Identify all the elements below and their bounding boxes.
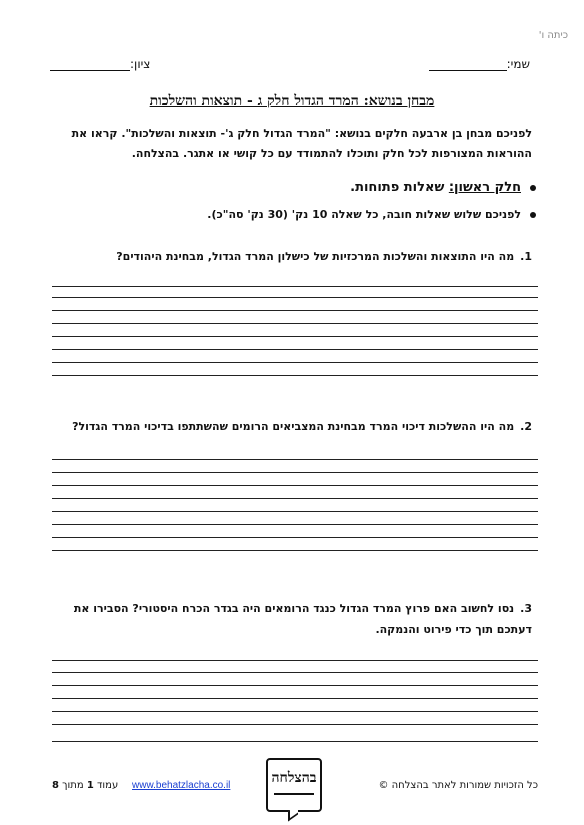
answer-area-3[interactable] [52,660,538,744]
grade-label: ציון: [130,57,151,71]
name-label: שמי: [506,57,530,71]
bullet-icon [530,185,536,191]
question-2 [52,416,532,437]
question-text: נסו לחשוב האם פרוץ המרד הגדול כנגד הרומאים היה בגדר הכרח היסטורי? הסבירו את דעתכם תוך כדי פירוט והנמקה. [73,602,532,636]
logo-text: בהצלחה [271,770,317,786]
grade-field[interactable] [50,57,150,71]
question-number: 1. [520,250,532,263]
page-indicator: עמוד 1 מתוך 8 [52,780,119,791]
question-number: 2. [520,420,532,433]
name-field[interactable] [429,57,530,71]
website-link[interactable]: www.behatzlacha.co.il [132,780,231,791]
part1-instruction: לפניכם שלוש שאלות חובה, כל שאלה 10 נק' (30 נק' סה"כ). [207,208,536,221]
question-number: 3. [520,602,532,615]
intro-paragraph: לפניכם מבחן בן ארבעה חלקים בנושא: "המרד הגדול חלק ג'- תוצאות והשלכות". קראו את ההוראות המצורפות לכל חלק ותוכלו להתמודד עם כל קושי או אתגר. בהצלחה. [71,127,532,160]
answer-area-2[interactable] [52,459,538,559]
behatzlacha-logo [266,758,322,812]
part1-heading [350,180,536,195]
grade-blank[interactable] [50,59,130,71]
answer-area-1[interactable] [52,286,538,386]
question-text: מה היו ההשלכות דיכוי המרד מבחינת המצביאים הרומים שהשתתפו בדיכוי המרד הגדול? [72,420,515,433]
question-1 [52,246,532,267]
question-text: מה היו התוצאות והשלכות המרכזיות של כישלון המרד הגדול, מבחינת היהודים? [116,250,515,263]
bullet-icon [530,212,536,218]
copyright-notice: כל הזכויות שמורות לאתר בהצלחה © [378,780,538,791]
part1-title: חלק ראשון: [448,180,521,195]
exam-title: מבחן בנושא: המרד הגדול חלק ג - תוצאות והשלכות [149,93,435,109]
part1-subtitle: שאלות פתוחות. [350,180,449,195]
question-3 [52,598,532,640]
name-blank[interactable] [429,59,507,71]
class-label: כיתה ו' [538,30,568,41]
